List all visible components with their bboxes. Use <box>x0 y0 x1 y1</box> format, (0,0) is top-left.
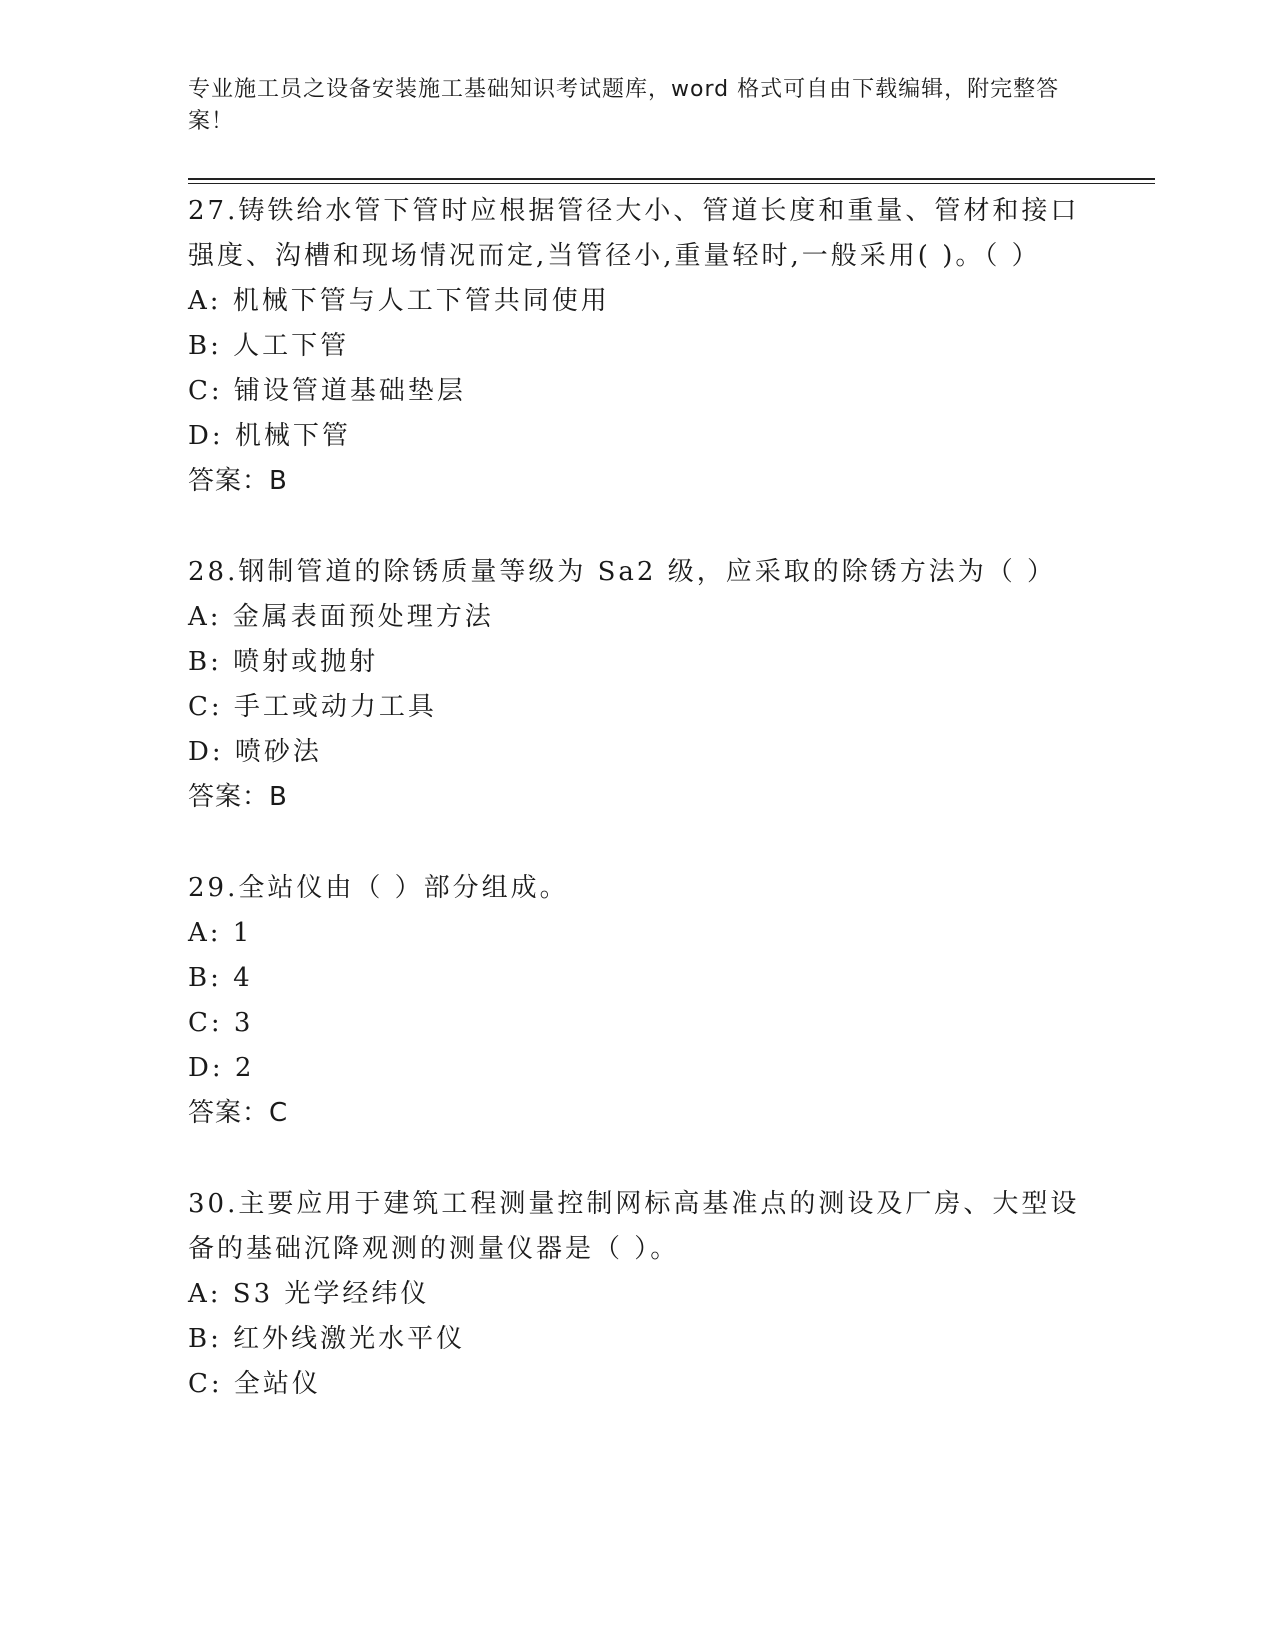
option-b: B: 红外线激光水平仪 <box>188 1324 466 1354</box>
option-a: A: S3 光学经纬仪 <box>188 1279 430 1309</box>
option-c: C: 铺设管道基础垫层 <box>188 376 466 406</box>
option-c: C: 手工或动力工具 <box>188 692 437 722</box>
option-a: A: 机械下管与人工下管共同使用 <box>188 286 610 316</box>
option-d: D: 喷砂法 <box>188 737 322 767</box>
answer: 答案：B <box>188 782 288 812</box>
option-c: C: 3 <box>188 1008 254 1038</box>
option-b: B: 4 <box>188 963 253 993</box>
answer: 答案：C <box>188 1098 289 1128</box>
option-c: C: 全站仪 <box>188 1369 321 1399</box>
question-text: 30.主要应用于建筑工程测量控制网标高基准点的测设及厂房、大型设备的基础沉降观测的测量仪器是（ ）。 <box>188 1189 1080 1264</box>
question-27 <box>188 189 1148 504</box>
question-text: 29.全站仪由（ ）部分组成。 <box>188 873 569 903</box>
option-a: A: 1 <box>188 918 253 948</box>
page-header: 专业施工员之设备安装施工基础知识考试题库，word 格式可自由下载编辑，附完整答案！ <box>188 77 1060 134</box>
question-list <box>188 189 1148 1453</box>
question-text: 28.钢制管道的除锈质量等级为 Sa2 级，应采取的除锈方法为（ ） <box>188 557 1056 587</box>
header-divider <box>188 178 1155 184</box>
answer: 答案：B <box>188 466 288 496</box>
option-d: D: 2 <box>188 1053 255 1083</box>
question-29 <box>188 866 1148 1136</box>
question-28 <box>188 550 1148 820</box>
option-d: D: 机械下管 <box>188 421 351 451</box>
option-a: A: 金属表面预处理方法 <box>188 602 494 632</box>
option-b: B: 人工下管 <box>188 331 350 361</box>
option-b: B: 喷射或抛射 <box>188 647 379 677</box>
question-text: 27.铸铁给水管下管时应根据管径大小、管道长度和重量、管材和接口强度、沟槽和现场情况而定,当管径小,重量轻时,一般采用( )。（ ） <box>188 196 1080 271</box>
question-30 <box>188 1182 1148 1407</box>
